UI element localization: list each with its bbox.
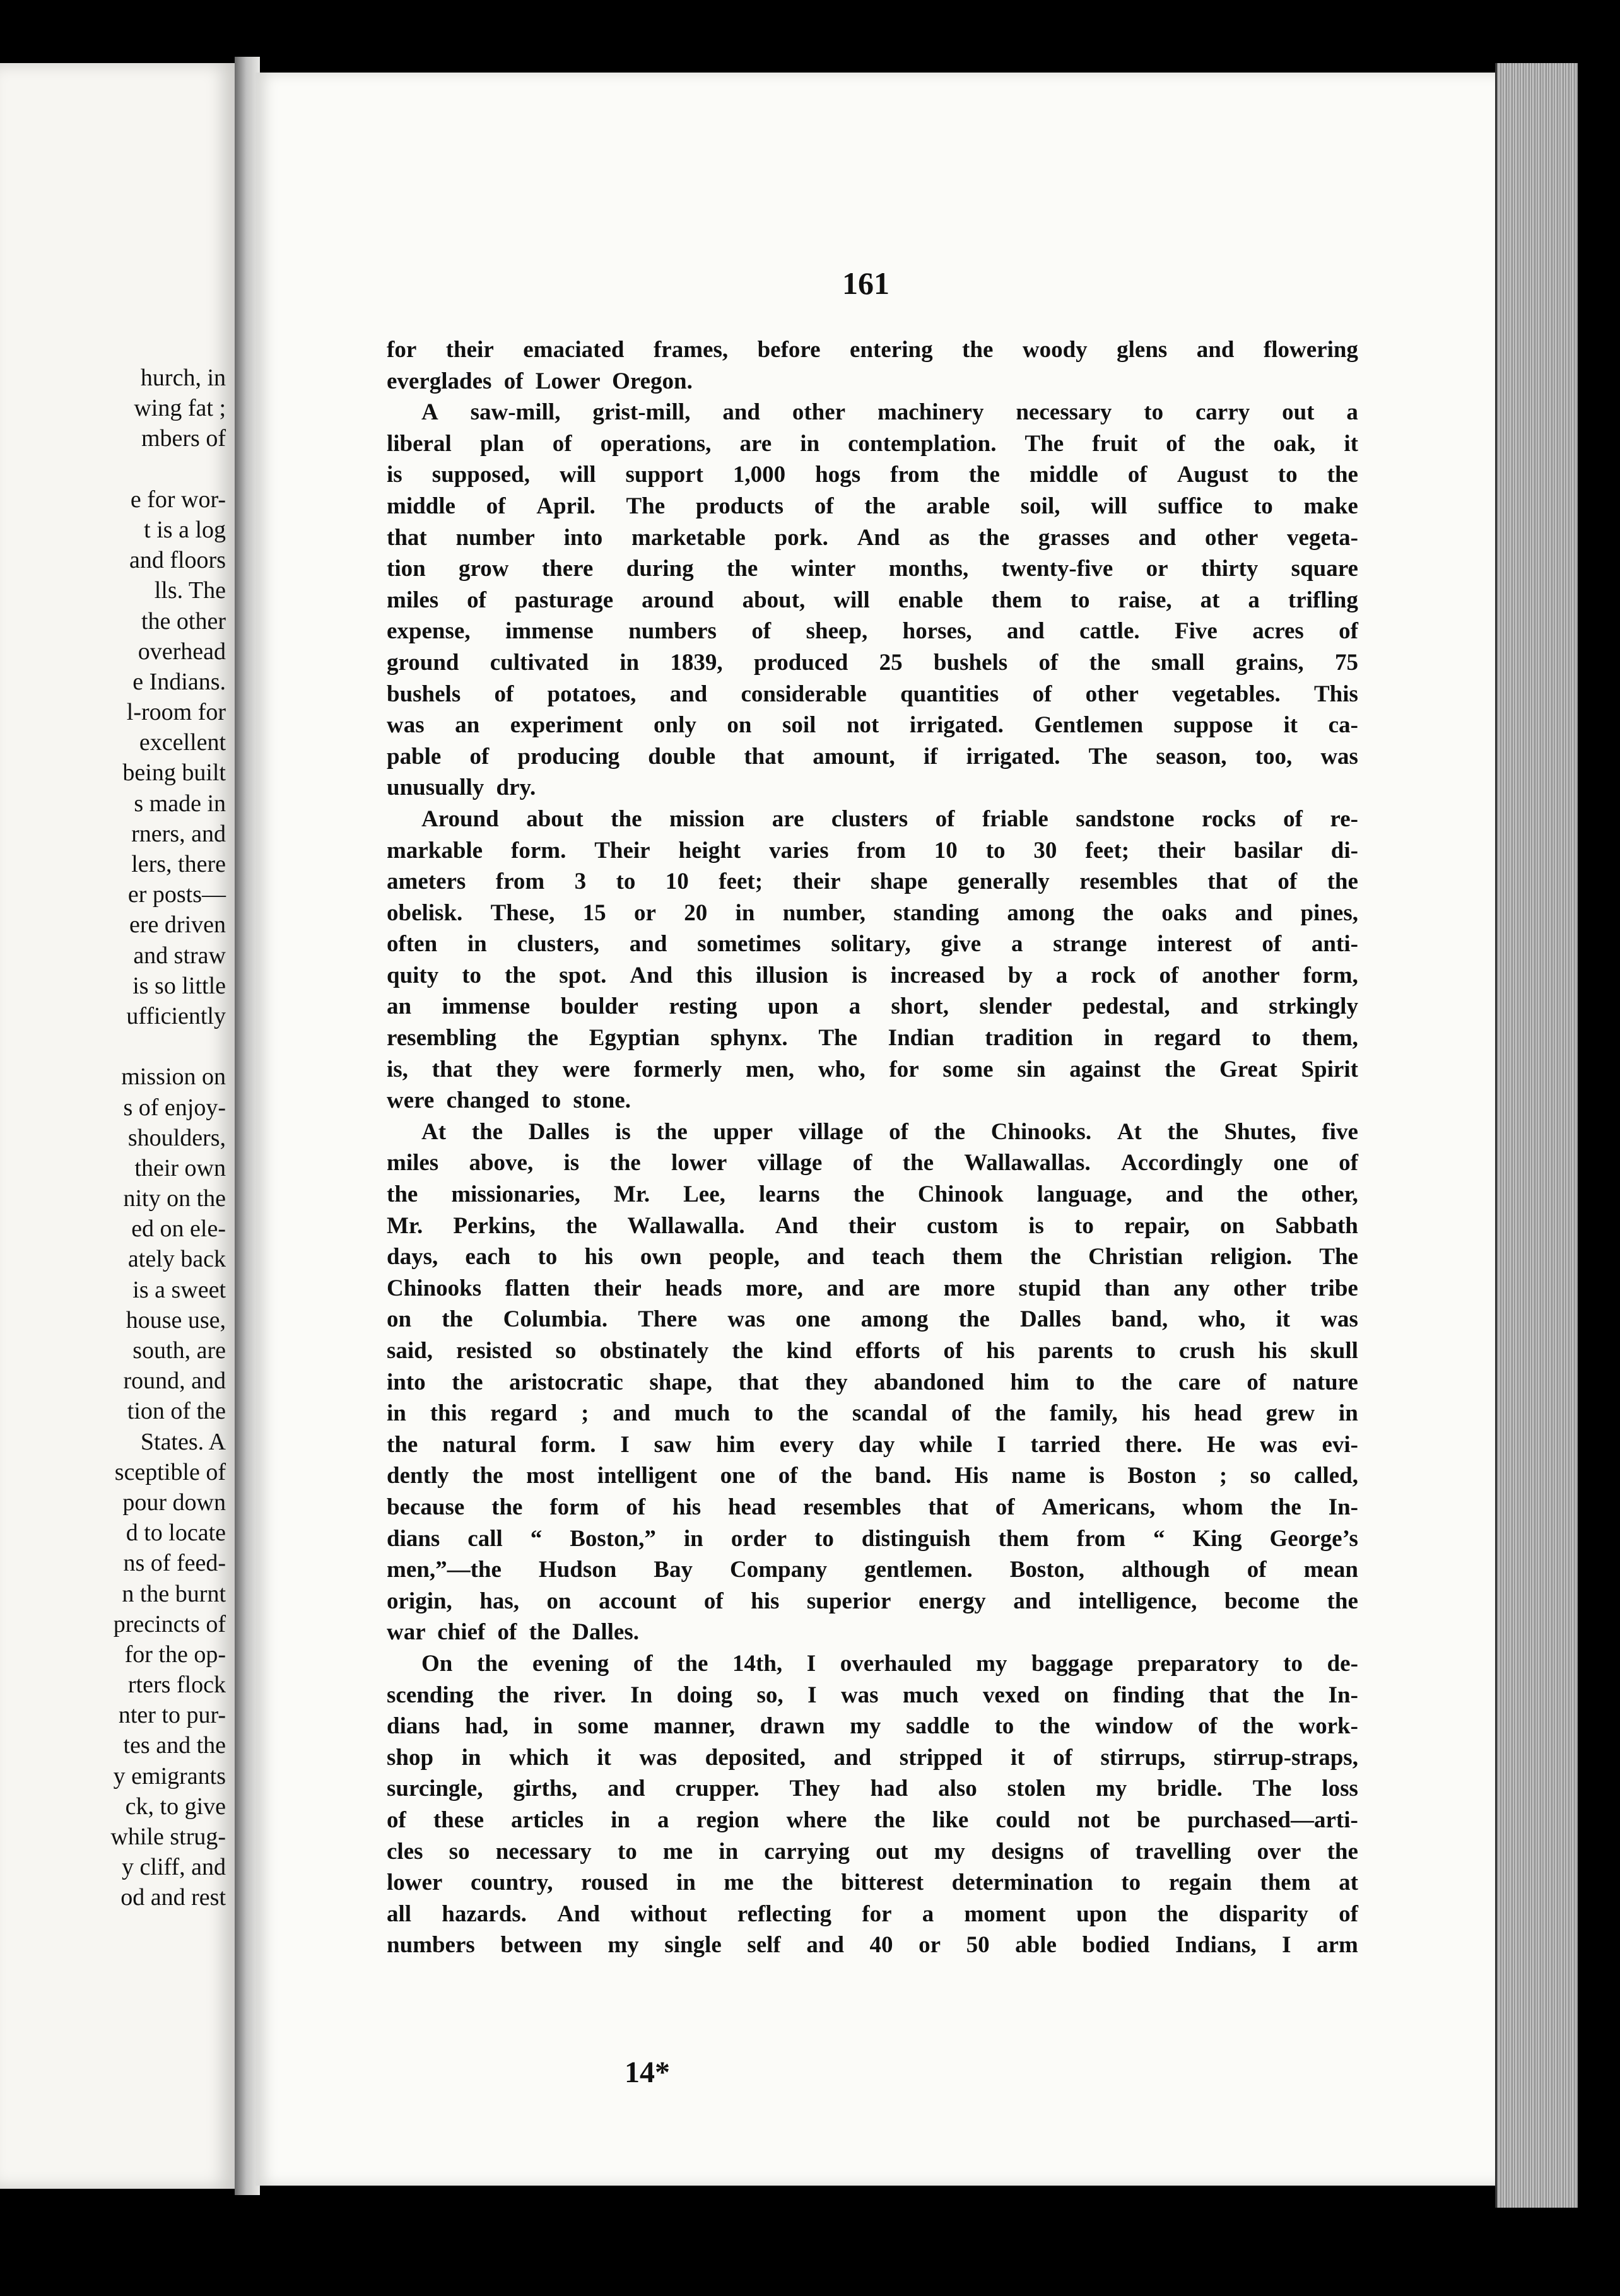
text-line: war chief of the Dalles. [387, 1619, 639, 1646]
text-line: of these articles in a region where the like could not be purchased—arti- [387, 1807, 1358, 1833]
text-line: days, each to his own people, and teach them the Christian religion. The [387, 1244, 1358, 1270]
left-page-line: ed on ele- [131, 1215, 226, 1243]
left-page-line: sceptible of [114, 1458, 226, 1485]
text-line: were changed to stone. [387, 1087, 631, 1114]
text-line: bushels of potatoes, and considerable quantities of other vegetables. This [387, 681, 1358, 707]
left-page-line: n the burnt [122, 1580, 226, 1607]
left-page-line: l-room for [126, 699, 226, 726]
text-line: dians had, in some manner, drawn my saddle to the window of the work- [387, 1713, 1358, 1740]
text-line: men,”—the Hudson Bay Company gentlemen. Boston, although of mean [387, 1557, 1358, 1583]
text-line: tion grow there during the winter months, twenty-five or thirty square [387, 556, 1358, 582]
left-page-line: overhead [138, 638, 226, 665]
text-line: an immense boulder resting upon a short, slender pedestal, and strkingly [387, 993, 1358, 1020]
text-line: into the aristocratic shape, that they abandoned him to the care of nature [387, 1369, 1358, 1395]
left-page [0, 63, 235, 2189]
left-page-line: ere driven [129, 911, 226, 939]
left-page-line [0, 454, 226, 484]
text-line: because the form of his head resembles that of Americans, whom the In- [387, 1494, 1358, 1520]
text-line: surcingle, girths, and crupper. They had also stolen my bridle. The loss [387, 1776, 1358, 1802]
left-page-line [0, 1031, 226, 1062]
left-page-line: er posts— [127, 881, 226, 908]
left-page-line: being built [122, 759, 226, 787]
left-page-line: for the op- [124, 1641, 226, 1668]
left-page-line: their own [134, 1154, 226, 1181]
left-page-line: od and rest [120, 1884, 226, 1911]
left-page-line: hurch, in [140, 365, 226, 391]
left-page-line: lls. The [154, 577, 226, 604]
text-line: miles of pasturage around about, will enable them to raise, at a trifling [387, 587, 1358, 613]
left-page-line: while strug- [110, 1824, 226, 1850]
text-line: unusually dry. [387, 775, 536, 801]
left-page-line: nter to pur- [118, 1702, 226, 1729]
left-page-line: and straw [133, 942, 226, 969]
text-line: markable form. Their height varies from 10 to 30 feet; their basilar di- [387, 837, 1358, 864]
text-line: pable of producing double that amount, if irrigated. The season, too, was [387, 743, 1358, 770]
left-page-line: tes and the [123, 1732, 226, 1759]
text-line: ground cultivated in 1839, produced 25 bushels of the small grains, 75 [387, 649, 1358, 676]
text-line: the natural form. I saw him every day while I tarried there. He was evi- [387, 1431, 1358, 1458]
left-page-line: precincts of [113, 1610, 226, 1637]
text-line: resembling the Egyptian sphynx. The Indian tradition in regard to them, [387, 1025, 1358, 1051]
left-page-line: s made in [134, 790, 226, 817]
text-line: is supposed, will support 1,000 hogs from the middle of August to the [387, 462, 1358, 488]
left-page-line: and floors [129, 547, 226, 574]
left-page-line: nity on the [123, 1185, 226, 1212]
left-page-line: rters flock [127, 1672, 226, 1699]
text-line: At the Dalles is the upper village of the Chinooks. At the Shutes, five [421, 1118, 1358, 1145]
text-line: all hazards. And without reflecting for a moment upon the disparity of [387, 1901, 1358, 1927]
text-line: shop in which it was deposited, and stripped it of stirrups, stirrup-straps, [387, 1744, 1358, 1771]
text-line: A saw-mill, grist-mill, and other machinery necessary to carry out a [421, 399, 1358, 426]
left-page-line: mbers of [141, 425, 226, 452]
text-line: Mr. Perkins, the Wallawalla. And their custom is to repair, on Sabbath [387, 1212, 1358, 1239]
left-page-line: round, and [123, 1368, 226, 1395]
left-page-line: shoulders, [127, 1124, 226, 1151]
left-page-line: d to locate [126, 1520, 226, 1547]
text-line: expense, immense numbers of sheep, horses, and cattle. Five acres of [387, 618, 1358, 645]
left-page-line: t is a log [144, 516, 226, 543]
text-line: Chinooks flatten their heads more, and are more stupid than any other tribe [387, 1275, 1358, 1301]
left-page-line: ately back [127, 1246, 226, 1273]
text-line: On the evening of the 14th, I overhauled my baggage preparatory to de- [421, 1650, 1358, 1677]
text-line: miles above, is the lower village of the Wallawallas. Accordingly one of [387, 1150, 1358, 1176]
left-page-line: ns of feed- [123, 1550, 226, 1577]
left-page-line: house use, [126, 1306, 226, 1333]
left-page-line: south, are [132, 1337, 226, 1364]
text-line: lower country, roused in me the bitterest determination to regain them at [387, 1870, 1358, 1896]
left-page-line: pour down [122, 1489, 226, 1516]
signature-mark: 14* [625, 2056, 670, 2089]
left-page-line: mission on [121, 1063, 226, 1091]
left-page-line: y emigrants [113, 1762, 226, 1789]
text-line: that number into marketable pork. And as the grasses and other vegeta- [387, 524, 1358, 551]
left-page-line: y cliff, and [122, 1854, 226, 1881]
left-page-line: tion of the [127, 1398, 226, 1425]
left-page-line: States. A [140, 1428, 226, 1455]
text-line: the missionaries, Mr. Lee, learns the Chinook language, and the other, [387, 1181, 1358, 1208]
left-page-line: is so little [132, 972, 226, 999]
left-page-line: excellent [139, 729, 226, 756]
left-page-text [0, 363, 226, 1913]
left-page-line: e for wor- [130, 486, 226, 513]
left-page-line: lers, there [131, 851, 226, 877]
text-line: liberal plan of operations, are in contemplation. The fruit of the oak, it [387, 430, 1358, 457]
left-page-line: is a sweet [132, 1276, 226, 1303]
text-line: often in clusters, and sometimes solitary, give a strange interest of anti- [387, 931, 1358, 958]
left-page-line: ufficiently [126, 1002, 226, 1029]
text-line: in this regard ; and much to the scandal of the family, his head grew in [387, 1400, 1358, 1427]
left-page-line: rners, and [131, 820, 226, 847]
left-page-line: ck, to give [125, 1793, 226, 1820]
text-line: is, that they were formerly men, who, for some sin against the Great Spirit [387, 1056, 1358, 1082]
text-line: on the Columbia. There was one among the Dalles band, who, it was [387, 1306, 1358, 1333]
left-page-line: s of enjoy- [123, 1094, 226, 1121]
text-line: numbers between my single self and 40 or 50 able bodied Indians, I arm [387, 1932, 1358, 1959]
text-line: Around about the mission are clusters of friable sandstone rocks of re- [421, 805, 1358, 832]
text-line: everglades of Lower Oregon. [387, 368, 693, 394]
text-line: ameters from 3 to 10 feet; their shape generally resembles that of the [387, 869, 1358, 895]
text-line: cles so necessary to me in carrying out my designs of travelling over the [387, 1838, 1358, 1865]
text-line: for their emaciated frames, before entering the woody glens and flowering [387, 337, 1358, 363]
left-page-line: e Indians. [132, 668, 226, 695]
text-line: quity to the spot. And this illusion is increased by a rock of another form, [387, 962, 1358, 988]
text-line: dians call “ Boston,” in order to distinguish them from “ King George’s [387, 1525, 1358, 1552]
left-page-line: the other [141, 607, 226, 635]
page-number: 161 [842, 266, 889, 301]
text-line: obelisk. These, 15 or 20 in number, standing among the oaks and pines, [387, 899, 1358, 926]
page-edges [1495, 63, 1578, 2208]
text-line: origin, has, on account of his superior energy and intelligence, become the [387, 1588, 1358, 1614]
left-page-line: wing fat ; [134, 395, 226, 422]
text-line: said, resisted so obstinately the kind efforts of his parents to crush his skull [387, 1338, 1358, 1364]
text-line: was an experiment only on soil not irrigated. Gentlemen suppose it ca- [387, 712, 1358, 739]
body-text [387, 334, 1358, 1961]
text-line: dently the most intelligent one of the band. His name is Boston ; so called, [387, 1463, 1358, 1489]
text-line: middle of April. The products of the arable soil, will suffice to make [387, 493, 1358, 519]
text-line: scending the river. In doing so, I was much vexed on finding that the In- [387, 1682, 1358, 1708]
